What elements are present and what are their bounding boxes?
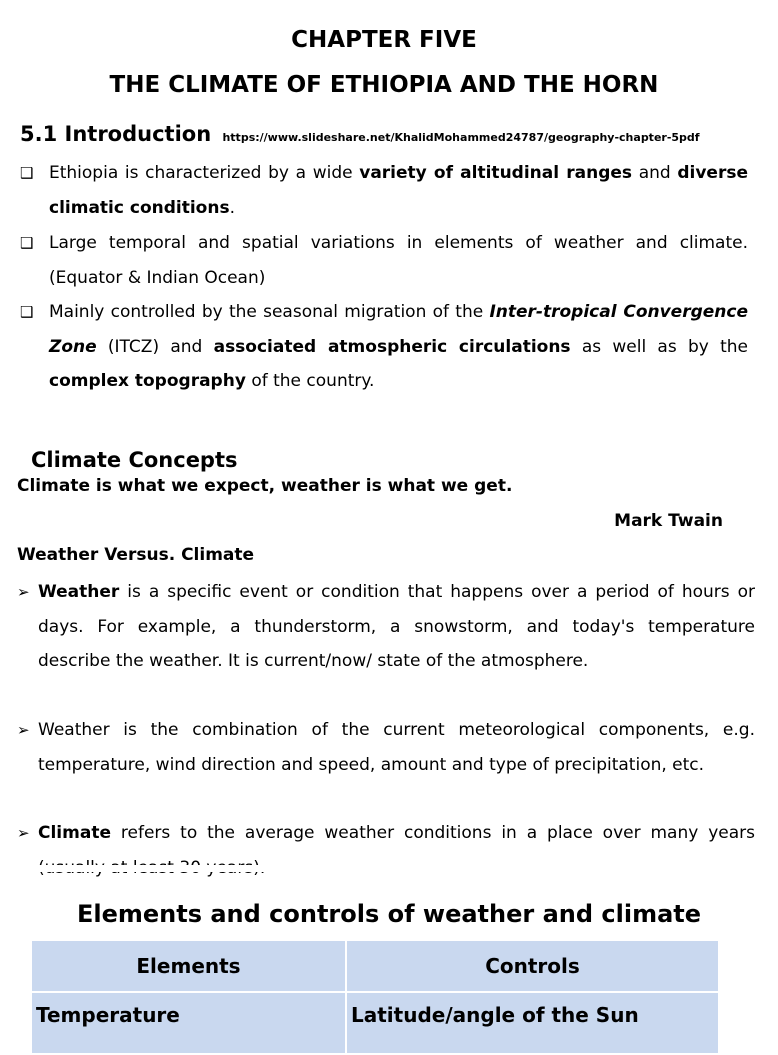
- intro-bullet: [20, 295, 748, 399]
- slide-title: Elements and controls of weather and climate: [76, 900, 702, 928]
- arrow-bullet-icon: ➢: [17, 583, 30, 601]
- square-bullet-icon: ❑: [20, 234, 34, 252]
- square-bullet-icon: ❑: [20, 303, 34, 321]
- intro-bullet: [20, 156, 748, 225]
- slide-separator: [0, 865, 768, 872]
- intro-heading-row: [20, 122, 700, 146]
- quote-text: Climate is what we expect, weather is what we get.: [17, 476, 513, 496]
- intro-heading: 5.1 Introduction: [20, 122, 212, 146]
- elements-controls-table: [30, 939, 720, 1055]
- bullet-text: Weather is the combination of the current meteorological components, e.g. temperature, wind direction and speed, amount and type of precipitation, etc.: [38, 720, 755, 775]
- bullet-text: Mainly controlled by the seasonal migration of the Inter-tropical Convergence Zone (ITCZ) and associated atmospheric circulations as well as by the complex topography of the country.: [49, 302, 749, 391]
- arrow-bullet: [17, 713, 755, 782]
- slide-elements-controls: [0, 872, 768, 1027]
- column-header-elements: Elements: [31, 940, 346, 992]
- intro-bullet: [20, 226, 748, 295]
- arrow-bullet-icon: ➢: [17, 824, 30, 842]
- concepts-heading: Climate Concepts: [31, 448, 238, 472]
- bullet-text: Ethiopia is characterized by a wide variety of altitudinal ranges and diverse climatic conditions.: [49, 163, 748, 218]
- chapter-label: CHAPTER FIVE: [291, 27, 477, 53]
- table-row: [31, 992, 719, 1054]
- table-cell: Temperature: [31, 992, 346, 1054]
- bullet-text: Large temporal and spatial variations in elements of weather and climate. (Equator & Indian Ocean): [49, 233, 748, 288]
- square-bullet-icon: ❑: [20, 164, 34, 182]
- arrow-bullet-icon: ➢: [17, 721, 30, 739]
- bullet-text: Climate refers to the average weather conditions in a place over many years: [38, 823, 755, 843]
- chapter-title: THE CLIMATE OF ETHIOPIA AND THE HORN: [109, 72, 659, 98]
- source-link[interactable]: https://www.slideshare.net/KhalidMohammed24787/geography-chapter-5pdf: [222, 131, 700, 144]
- table-cell: Latitude/angle of the Sun: [346, 992, 719, 1054]
- bullet-text: Weather is a specific event or condition that happens over a period of hours or days. For example, a thunderstorm, a snowstorm, and today's temperature describe the weather. It is current/now/ state of the atmosphere.: [38, 582, 755, 671]
- weather-vs-climate-heading: Weather Versus. Climate: [17, 545, 255, 565]
- arrow-bullet: [17, 575, 755, 679]
- table-header-row: [31, 940, 719, 992]
- column-header-controls: Controls: [346, 940, 719, 992]
- quote-author: Mark Twain: [614, 511, 723, 531]
